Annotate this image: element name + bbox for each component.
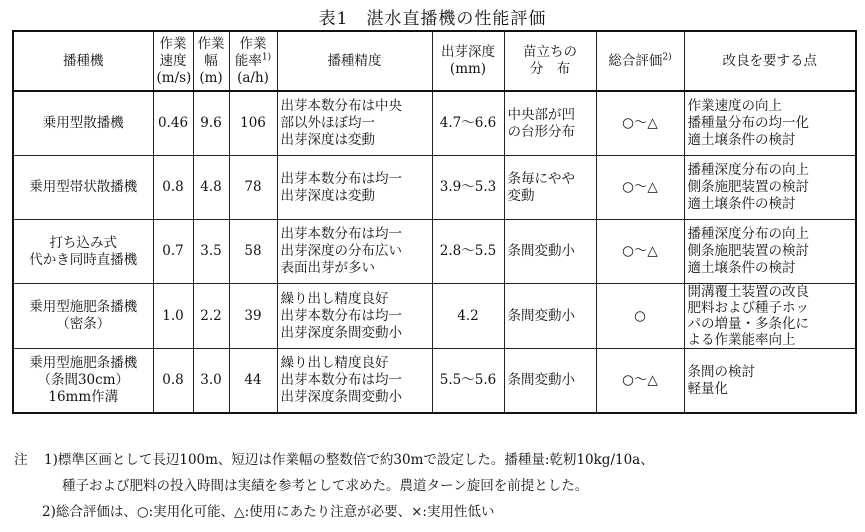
stand-cell: 条間変動小: [504, 220, 596, 284]
table-row: [13, 220, 856, 284]
footnote-1: 注 1)標準区画として長辺100m、短辺は作業幅の整数倍で約30mで設定した。播種量:乾籾10kg/10a、: [14, 447, 859, 473]
header-depth: 出芽深度 (mm): [432, 31, 504, 91]
table-row: [13, 284, 856, 349]
header-capacity: 作業 能率$^{1)}$ (a/h): [229, 31, 277, 91]
depth-cell: 3.9～5.3: [432, 156, 504, 220]
speed-cell: 0.46: [153, 91, 193, 156]
performance-table: [12, 30, 857, 414]
eval-cell: ○: [596, 284, 684, 349]
width-cell: 3.5: [193, 220, 229, 284]
stand-cell: 条毎にやや 変動: [504, 156, 596, 220]
capacity-cell: 58: [229, 220, 277, 284]
eval-cell: ○～△: [596, 220, 684, 284]
footnotes: [14, 447, 859, 525]
table-title: 表1 湛水直播機の性能評価: [318, 9, 547, 29]
table-row: [13, 91, 856, 156]
precision-cell: 出芽本数分布は中央 部以外ほぼ均一 出芽深度は変動: [277, 91, 432, 156]
machine-cell: 乗用型散播機: [13, 91, 153, 156]
precision-cell: 出芽本数分布は均一 出芽深度は変動: [277, 156, 432, 220]
header-width: 作業 幅 (m): [193, 31, 229, 91]
footnote-label: 注: [14, 452, 28, 468]
stand-cell: 中央部が凹 の台形分布: [504, 91, 596, 156]
improve-cell: 作業速度の向上 播種量分布の均一化 適土壌条件の検討: [684, 91, 856, 156]
machine-cell: 打ち込み式 代かき同時直播機: [13, 220, 153, 284]
machine-cell: 乗用型帯状散播機: [13, 156, 153, 220]
capacity-cell: 106: [229, 91, 277, 156]
header-machine: 播種機: [13, 31, 153, 91]
capacity-cell: 78: [229, 156, 277, 220]
precision-cell: 出芽本数分布は均一 出芽深度の分布広い 表面出芽が多い: [277, 220, 432, 284]
eval-cell: ○～△: [596, 156, 684, 220]
width-cell: 2.2: [193, 284, 229, 349]
eval-cell: ○～△: [596, 349, 684, 414]
width-cell: 4.8: [193, 156, 229, 220]
table-row: [13, 349, 856, 414]
table-row: [13, 156, 856, 220]
header-row: [13, 31, 856, 91]
stand-cell: 条間変動小: [504, 349, 596, 414]
capacity-cell: 44: [229, 349, 277, 414]
footnote-1-continued: 種子および肥料の投入時間は実績を参考として求めた。農道ターン旋回を前提とした。: [62, 478, 589, 494]
machine-cell: 乗用型施肥条播機 （密条）: [13, 284, 153, 349]
stand-cell: 条間変動小: [504, 284, 596, 349]
speed-cell: 0.8: [153, 349, 193, 414]
precision-cell: 繰り出し精度良好 出芽本数分布は均一 出芽深度条間変動小: [277, 349, 432, 414]
improve-cell: 播種深度分布の向上 側条施肥装置の検討 適土壌条件の検討: [684, 156, 856, 220]
eval-cell: ○～△: [596, 91, 684, 156]
speed-cell: 0.8: [153, 156, 193, 220]
speed-cell: 1.0: [153, 284, 193, 349]
header-speed: 作業 速度 (m/s): [153, 31, 193, 91]
header-precision: 播種精度: [277, 31, 432, 91]
depth-cell: 2.8～5.5: [432, 220, 504, 284]
precision-cell: 繰り出し精度良好 出芽本数分布は均一 出芽深度条間変動小: [277, 284, 432, 349]
improve-cell: 播種深度分布の向上 側条施肥装置の検討 適土壌条件の検討: [684, 220, 856, 284]
depth-cell: 5.5～5.6: [432, 349, 504, 414]
header-improve: 改良を要する点: [684, 31, 856, 91]
improve-cell: 条間の検討 軽量化: [684, 349, 856, 414]
capacity-cell: 39: [229, 284, 277, 349]
width-cell: 3.0: [193, 349, 229, 414]
footnote-2: 2)総合評価は、○:実用化可能、△:使用にあたり注意が必要、×:実用性低い: [42, 504, 495, 520]
speed-cell: 0.7: [153, 220, 193, 284]
machine-cell: 乗用型施肥条播機 （条間30cm） 16mm作溝: [13, 349, 153, 414]
depth-cell: 4.7～6.6: [432, 91, 504, 156]
improve-cell: 開溝覆土装置の改良 肥料および種子ホッ パの増量・多条化に よる作業能率向上: [684, 284, 856, 349]
header-eval: 総合評価$^{2)}$: [596, 31, 684, 91]
header-stand: 苗立ちの 分 布: [504, 31, 596, 91]
width-cell: 9.6: [193, 91, 229, 156]
depth-cell: 4.2: [432, 284, 504, 349]
